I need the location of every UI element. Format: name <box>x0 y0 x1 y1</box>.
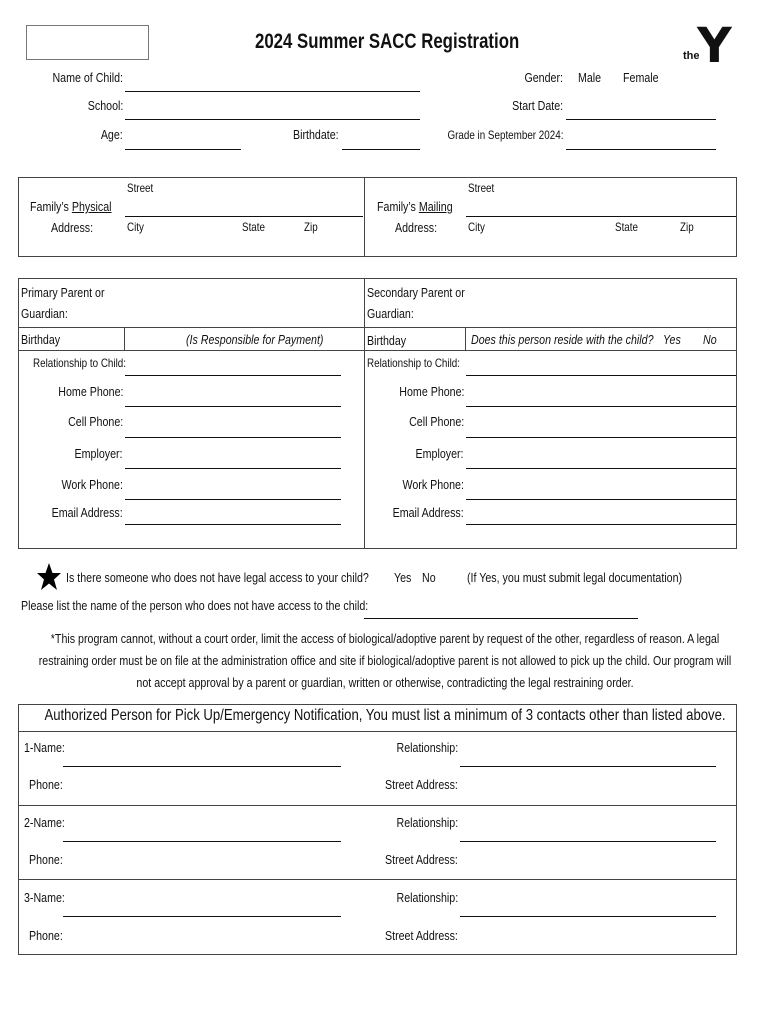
gender-label: Gender: <box>524 70 563 85</box>
mailing-label-underlined: Mailing <box>418 199 453 214</box>
pickup-section <box>18 704 737 955</box>
physical-address-label-2: Address: <box>51 220 94 235</box>
gender-female-option[interactable]: Female <box>623 70 659 85</box>
physical-city-label: City <box>127 220 144 234</box>
legal-notice-line-1: *This program cannot, without a court order, limit the access of biological/adoptive parent by request of the other, regardless of reason. A legal <box>50 631 720 646</box>
mailing-street-field[interactable] <box>466 216 736 217</box>
legal-access-question: Is there someone who does not have legal access to your child? <box>66 570 369 585</box>
responsible-for-payment-note: (Is Responsible for Payment) <box>186 332 324 347</box>
secondary-relationship-label: Relationship to Child: <box>367 356 460 370</box>
primary-guardian-label-2: Guardian: <box>21 306 68 321</box>
secondary-guardian-label-1: Secondary Parent or <box>367 285 465 300</box>
primary-employer-label: Employer: <box>75 446 123 461</box>
no-access-person-label: Please list the name of the person who does not have access to the child: <box>21 598 369 613</box>
secondary-work-phone-field[interactable] <box>466 499 736 500</box>
contact-3-street-address-label: Street Address: <box>385 928 458 943</box>
secondary-work-phone-label: Work Phone: <box>402 477 464 492</box>
star-icon <box>36 562 62 592</box>
mailing-label-pre: Family’s <box>377 199 419 214</box>
age-field[interactable] <box>125 149 241 150</box>
primary-relationship-field[interactable] <box>125 375 341 376</box>
mailing-city-label: City <box>468 220 485 234</box>
primary-birthday-divider <box>124 327 125 350</box>
mailing-address-label <box>377 199 453 214</box>
legal-documentation-note: (If Yes, you must submit legal documentation) <box>467 570 683 585</box>
physical-zip-label: Zip <box>304 220 318 234</box>
contact-3-phone-label: Phone: <box>29 928 63 943</box>
contact-1-name-field[interactable] <box>63 766 341 767</box>
primary-employer-field[interactable] <box>125 468 341 469</box>
contact-3-relationship-field[interactable] <box>460 916 716 917</box>
contact-1-name-label: 1-Name: <box>24 740 65 755</box>
reside-yes-option[interactable]: Yes <box>663 332 681 347</box>
ymca-logo <box>683 18 732 78</box>
secondary-guardian-label-2: Guardian: <box>367 306 414 321</box>
contact-3-name-field[interactable] <box>63 916 341 917</box>
contact-2-name-field[interactable] <box>63 841 341 842</box>
secondary-email-label: Email Address: <box>392 505 464 520</box>
physical-label-underlined: Physical <box>71 199 112 214</box>
contact-1-street-address-label: Street Address: <box>385 777 458 792</box>
primary-cell-phone-field[interactable] <box>125 437 341 438</box>
primary-guardian-label-1: Primary Parent or <box>21 285 105 300</box>
contact-2-name-label: 2-Name: <box>24 815 65 830</box>
mailing-state-label: State <box>615 220 638 234</box>
reside-no-option[interactable]: No <box>703 332 717 347</box>
physical-street-field[interactable] <box>125 216 363 217</box>
secondary-email-field[interactable] <box>466 524 736 525</box>
mailing-zip-label: Zip <box>680 220 694 234</box>
physical-address-label <box>30 199 112 214</box>
guardians-row-line-1 <box>18 327 737 328</box>
start-date-field[interactable] <box>566 119 716 120</box>
start-date-label: Start Date: <box>512 98 563 113</box>
name-of-child-label: Name of Child: <box>52 70 123 85</box>
secondary-cell-phone-label: Cell Phone: <box>408 414 464 429</box>
primary-work-phone-label: Work Phone: <box>61 477 123 492</box>
page-title: 2024 Summer SACC Registration <box>255 30 520 53</box>
primary-relationship-label: Relationship to Child: <box>33 356 126 370</box>
grade-label: Grade in September 2024: <box>447 128 563 142</box>
secondary-relationship-field[interactable] <box>466 375 736 376</box>
contact-1-relationship-field[interactable] <box>460 766 716 767</box>
primary-cell-phone-label: Cell Phone: <box>67 414 123 429</box>
physical-label-pre: Family’s <box>30 199 72 214</box>
school-label: School: <box>87 98 123 113</box>
age-label: Age: <box>101 127 123 142</box>
secondary-employer-field[interactable] <box>466 468 736 469</box>
secondary-cell-phone-field[interactable] <box>466 437 736 438</box>
legal-no-option[interactable]: No <box>422 570 436 585</box>
contact-3-name-label: 3-Name: <box>24 890 65 905</box>
secondary-birthday-label: Birthday <box>367 333 407 348</box>
grade-field[interactable] <box>566 149 716 150</box>
guardians-row-line-2 <box>18 350 737 351</box>
pickup-header: Authorized Person for Pick Up/Emergency Notification, You must list a minimum of 3 contacts other than listed above. <box>44 707 726 724</box>
mailing-street-label: Street <box>468 181 495 195</box>
primary-home-phone-label: Home Phone: <box>57 384 123 399</box>
address-section <box>18 177 737 257</box>
secondary-employer-label: Employer: <box>416 446 464 461</box>
logo-y-mark: Y <box>697 18 732 74</box>
office-use-box <box>26 25 149 60</box>
contact-2-relationship-label: Relationship: <box>396 815 458 830</box>
secondary-home-phone-label: Home Phone: <box>398 384 464 399</box>
contact-1-phone-label: Phone: <box>29 777 63 792</box>
contact-2-street-address-label: Street Address: <box>385 852 458 867</box>
contact-3-relationship-label: Relationship: <box>396 890 458 905</box>
secondary-home-phone-field[interactable] <box>466 406 736 407</box>
guardians-divider <box>364 278 365 549</box>
name-of-child-field[interactable] <box>125 91 420 92</box>
pickup-contact-line-2 <box>18 879 737 880</box>
logo-the-text: the <box>683 50 700 62</box>
legal-yes-option[interactable]: Yes <box>394 570 412 585</box>
legal-notice-line-3: not accept approval by a parent or guardian, written or otherwise, contradicting the legal restraining order. <box>136 675 634 690</box>
primary-work-phone-field[interactable] <box>125 499 341 500</box>
primary-birthday-label: Birthday <box>21 332 61 347</box>
secondary-birthday-divider <box>465 327 466 350</box>
address-divider <box>364 177 365 257</box>
reside-question: Does this person reside with the child? <box>471 332 654 347</box>
pickup-header-line <box>18 731 737 732</box>
pickup-contact-line-1 <box>18 805 737 806</box>
legal-notice-line-2: restraining order must be on file at the administration office and site if biological/adoptive parent is not allowed to pick up the child. Our program will <box>38 653 732 668</box>
birthdate-label: Birthdate: <box>293 127 339 142</box>
no-access-person-field[interactable] <box>364 618 638 619</box>
physical-state-label: State <box>242 220 265 234</box>
physical-street-label: Street <box>127 181 154 195</box>
contact-2-relationship-field[interactable] <box>460 841 716 842</box>
primary-email-field[interactable] <box>125 524 341 525</box>
contact-1-relationship-label: Relationship: <box>396 740 458 755</box>
birthdate-field[interactable] <box>342 149 420 150</box>
school-field[interactable] <box>125 119 420 120</box>
gender-male-option[interactable]: Male <box>578 70 602 85</box>
mailing-address-label-2: Address: <box>395 220 438 235</box>
contact-2-phone-label: Phone: <box>29 852 63 867</box>
primary-email-label: Email Address: <box>51 505 123 520</box>
primary-home-phone-field[interactable] <box>125 406 341 407</box>
